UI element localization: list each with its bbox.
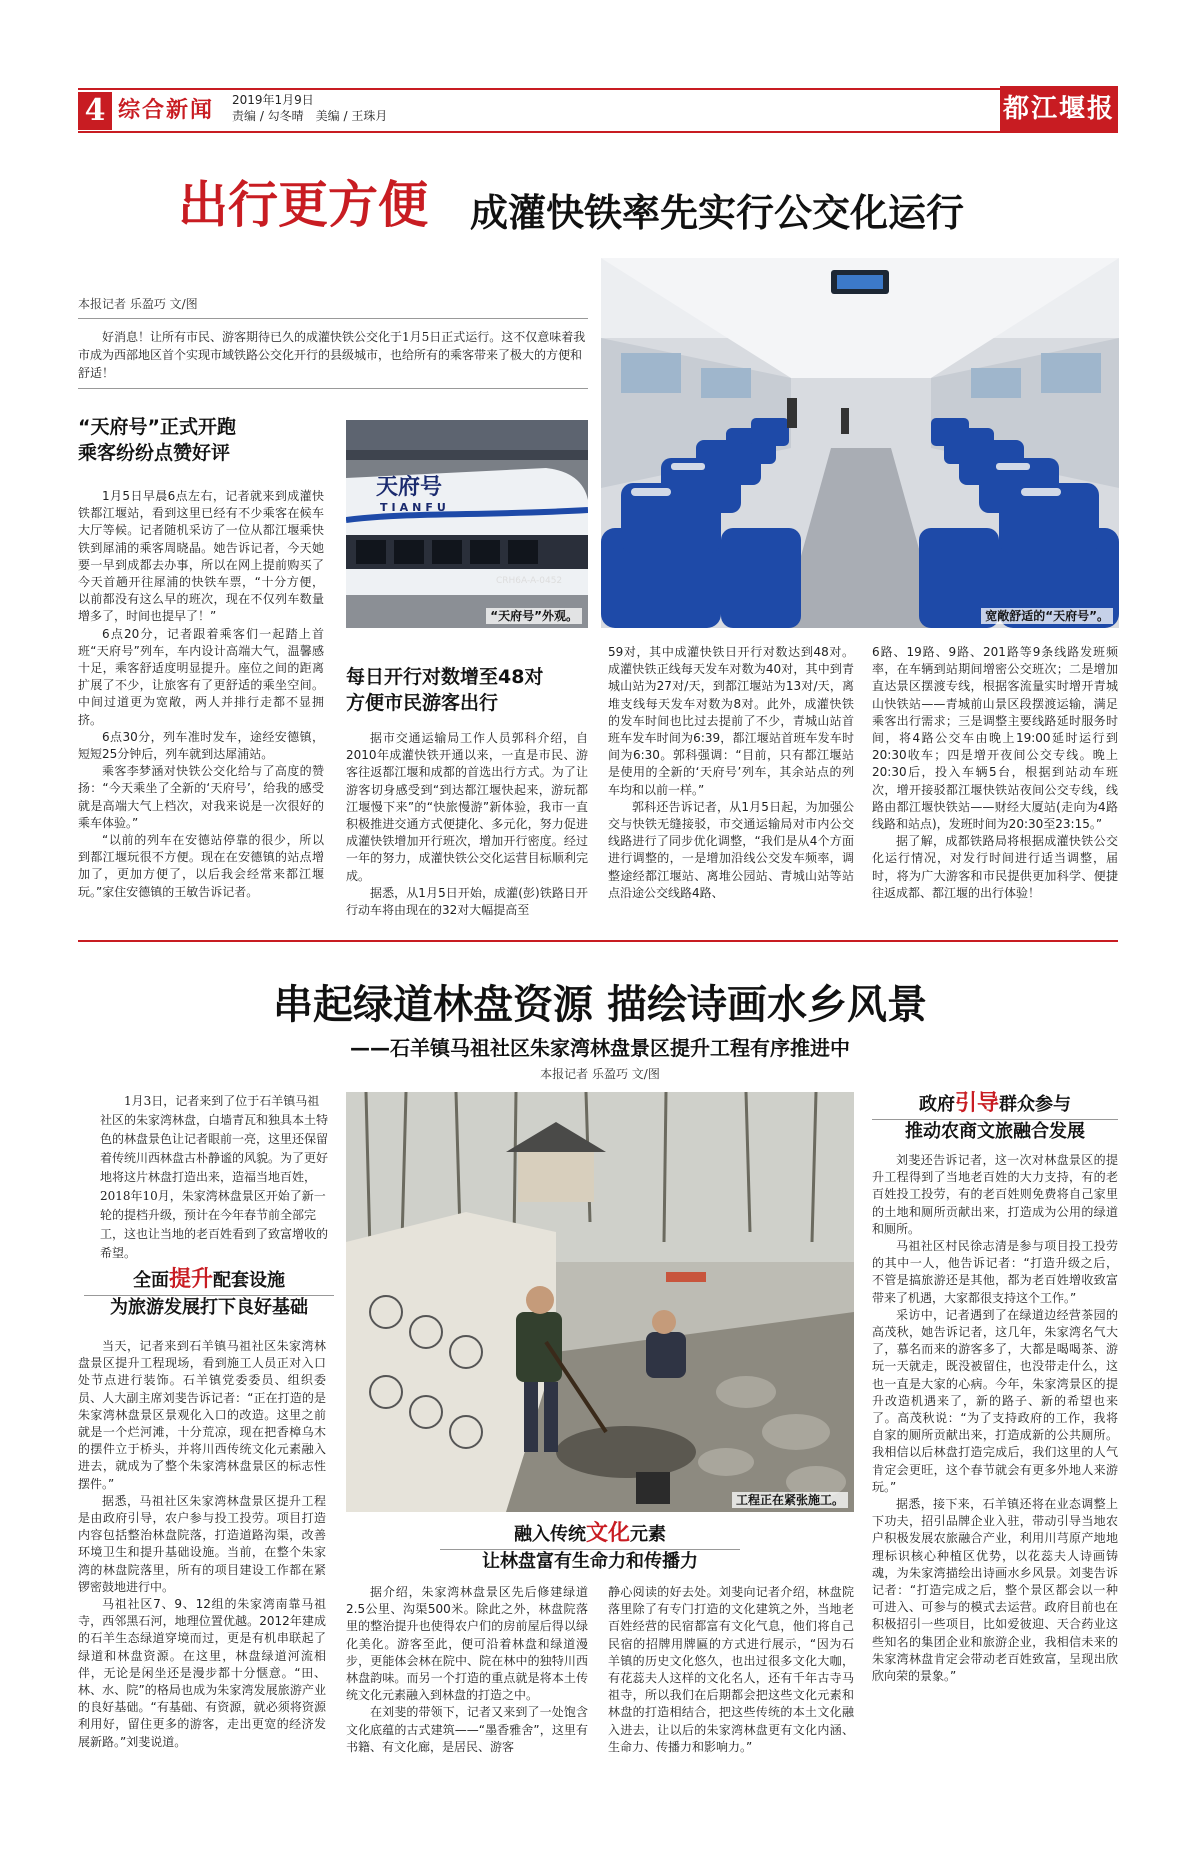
- story2-col2: [346, 1584, 588, 1756]
- story1-subhead-2: [346, 664, 588, 716]
- paragraph: 59对，其中成灌快铁日开行对数达到48对。成灌快铁正线每天发车对数为40对，其中到青城山站为27对/天，到都江堰站为13对/天，离堆支线每天发车对数为8对。此外，成灌快铁的发车时间也比过去提前了不少，青城山站首班车发车时间为6:39，都江堰站首班车发车时间为6:30。郭科强调：“目前，只有都江堰站是使用的全新的‘天府号’列车，其余站点的列车均和以前一样。”: [608, 645, 854, 797]
- story1-title-black: 成灌快铁率先实行公交化运行: [470, 190, 965, 235]
- story2-subhead-2: [440, 1522, 740, 1574]
- story2-col3: [608, 1584, 854, 1756]
- subhead-line: 乘客纷纷点赞好评: [78, 442, 231, 464]
- train-exterior-illustration: [346, 420, 588, 628]
- photo-caption: “天府号”外观。: [486, 608, 582, 624]
- header-top-rule: [78, 88, 1118, 90]
- paragraph: “以前的列车在安德站停靠的很少，所以到都江堰玩很不方便。现在在安德镇的站点增加了，更加方便了，以后我会经常来都江堰玩。”家住安德镇的王敏告诉记者。: [78, 833, 324, 899]
- story1-subhead-1: [78, 414, 328, 466]
- paragraph: 据悉，接下来，石羊镇还将在业态调整上下功夫，招引品牌企业入驻，带动引导当地农户积极发展农旅融合产业，利用川芎原产地地理标识核心种植区优势，以花蕊夫人诗画铸魂，为朱家湾描绘出诗画水乡风景。刘斐告诉记者：“打造完成之后，整个景区都会以一种可进入、可参与的模式去运营。政府目前也在积极招引一些项目，比如爱彼迎、天合药业这些知名的集团企业和旅游企业，我相信未来的朱家湾林盘肯定会带动老百姓致富，呈现出欣欣向荣的景象。”: [872, 1497, 1118, 1684]
- subhead-line: 方便市民游客出行: [346, 692, 499, 714]
- story2-subtitle: ——石羊镇马祖社区朱家湾林盘景区提升工程有序推进中: [350, 1036, 850, 1060]
- paragraph: 刘斐还告诉记者，这一次对林盘景区的提升工程得到了当地老百姓的大力支持，有的老百姓投工投劳，有的老百姓则免费将自己家里的土地和厕所贡献出来，打造成为公用的绿道和厕所。: [872, 1153, 1118, 1236]
- train-exterior-photo: [346, 420, 588, 628]
- subhead-line: 为旅游发展打下良好基础: [84, 1295, 334, 1320]
- story2-col1: [78, 1338, 326, 1751]
- paragraph: 静心阅读的好去处。刘斐向记者介绍，林盘院落里除了有专门打造的文化建筑之外，当地老百姓经营的民宿都富有文化气息，他们将自己民宿的招牌用牌匾的方式进行展示，“因为石羊镇的历史文化悠久，也出过很多文化大咖，有花蕊夫人这样的文化名人，还有千年古寺马祖寺，所以我们在后期都会把这些文化元素和林盘的打造相结合，把这些传统的本土文化融入进去，让以后的朱家湾林盘更有文化内涵、生命力、传播力和影响力。”: [608, 1585, 854, 1754]
- byline-rule: [78, 318, 588, 319]
- paragraph: 乘客李梦涵对快铁公交化给与了高度的赞扬：“今天乘坐了全新的‘天府号’，给我的感受就是高端大气上档次，对我来说是一次很好的乘车体验。”: [78, 764, 324, 830]
- paragraph: 在刘斐的带领下，记者又来到了一处饱含文化底蕴的古式建筑——“墨香雅舍”，这里有书籍、有文化廊，是居民、游客: [346, 1705, 588, 1754]
- subhead-text: 群众参与: [999, 1094, 1071, 1115]
- header-rule: [78, 131, 1118, 133]
- story1-col2: [346, 730, 588, 919]
- photo-caption: 宽敞舒适的“天府号”。: [981, 608, 1113, 624]
- subhead-line: 推动农商文旅融合发展: [872, 1119, 1118, 1144]
- paragraph: 据介绍，朱家湾林盘景区先后修建绿道2.5公里、沟渠500米。除此之外，林盘院落里的整治提升也使得农户们的房前屋后得以绿化美化。游客至此，便可沿着林盘和绿道漫步，更能体会林在院中、院在林中的独特川西林盘韵味。而另一个打造的重点就是将本土传统文化元素融入到林盘的打造之中。: [346, 1585, 588, 1703]
- subhead-line: “天府号”正式开跑: [78, 416, 236, 438]
- construction-photo: [346, 1092, 854, 1512]
- story1-col4: [872, 644, 1118, 902]
- train-number: CRH6A-A-0452: [496, 576, 563, 586]
- subhead-text: 配套设施: [213, 1270, 285, 1291]
- construction-illustration: [346, 1092, 854, 1512]
- issue-date: 2019年1月9日: [232, 93, 314, 107]
- header-meta: [232, 92, 387, 124]
- story2-byline: 本报记者 乐盈巧 文/图: [540, 1067, 660, 1081]
- subhead-line: 让林盘富有生命力和传播力: [440, 1549, 740, 1574]
- story2-intro: 1月3日，记者来到了位于石羊镇马祖社区的朱家湾林盘，白墙青瓦和独具本土特色的林盘景色让记者眼前一亮，这里还保留着传统川西林盘古朴静谧的风貌。为了更好地将这片林盘打造出来，造福当地百姓，2018年10月，朱家湾林盘景区开始了新一轮的提档升级，预计在今年春节前全部完工，这也让当地的老百姓看到了致富增收的希望。: [100, 1094, 329, 1260]
- story2-title: 串起绿道林盘资源 描绘诗画水乡风景: [273, 981, 927, 1028]
- paragraph: 郭科还告诉记者，从1月5日起，为加强公交与快铁无缝接驳，市交通运输局对市内公交线路进行了同步优化调整，“我们是从4个方面进行调整的，一是增加沿线公交发车频率，调整途经都江堰站、离堆公园站、青城山站等站点沿途公交线路4路、: [608, 799, 854, 900]
- story1-col1: [78, 488, 324, 901]
- subhead-line: [872, 1092, 1118, 1117]
- story1-title-red: 出行更方便: [178, 175, 428, 234]
- newspaper-logo: 都江堰报: [1000, 86, 1118, 132]
- paragraph: 1月5日早晨6点左右，记者就来到成灌快铁都江堰站，看到这里已经有不少乘客在候车大厅等候。记者随机采访了一位从都江堰乘快铁到犀浦的乘客周晓晶。她告诉记者，今天她要一早到成都去办事，所以在网上提前购买了今天首趟开往犀浦的快铁车票，“十分方便，以前都没有这么早的班次，现在不仅列车数量增多了，时间也提早了！”: [78, 489, 324, 624]
- story1-col3: [608, 644, 854, 902]
- subhead-text: 元素: [630, 1524, 666, 1545]
- paragraph: 当天，记者来到石羊镇马祖社区朱家湾林盘景区提升工程现场，看到施工人员正对入口处节点进行装饰。石羊镇党委委员、组织委员、人大副主席刘斐告诉记者：“正在打造的是朱家湾林盘景区景观化入口的改造。这里之前就是一个烂河滩，十分荒凉，现在把香樟乌木的摆件立于桥头，并将川西传统文化元素融入进去，就成为了整个朱家湾林盘景区的标志性摆件。”: [78, 1339, 326, 1491]
- paragraph: 6点30分，列车准时发车，途经安德镇，短短25分钟后，列车就到达犀浦站。: [78, 729, 324, 762]
- story2-subhead-1: [84, 1268, 334, 1320]
- train-logo-en: TIANFU: [380, 501, 450, 514]
- story2-col4: [872, 1152, 1118, 1685]
- story1-byline: 本报记者 乐盈巧 文/图: [78, 297, 198, 311]
- paragraph: 马祖社区7、9、12组的朱家湾南靠马祖寺，西邻黑石河，地理位置优越。2012年建成的石羊生态绿道穿境而过，更是有机串联起了绿道和林盘资源。在这里，林盘绿道河流相伴，无论是闲坐还是漫步都十分惬意。“田、林、水、院”的格局也成为朱家湾发展旅游产业的良好基础。“有基础、有资源，就必须将资源利用好，留住更多的游客，走出更宽的经济发展新路。”刘斐说道。: [78, 1597, 326, 1749]
- story2-side-subhead: [872, 1092, 1118, 1144]
- paragraph: 6路、19路、9路、201路等9条线路发班频率，在车辆到站期间增密公交班次；二是增加直达景区摆渡专线，根据客流量实时增开青城山快铁站——青城前山景区段摆渡运输，满足乘客出行需求；三是调整主要线路延时服务时间，将4路公交车由晚上19:00延时运行到20:30收车；四是增开夜间公交专线。晚上20:30后，投入车辆5台，根据到站动车班次，增开接驳都江堰快铁站夜间公交专线，线路由都江堰快铁站——财经大厦站(走向为4路线路和站点)，发班时间为20:30至23:15。”: [872, 645, 1118, 832]
- subhead-highlight: 文化: [585, 1521, 630, 1546]
- subhead-line: [440, 1522, 740, 1547]
- section-name: 综合新闻: [118, 98, 215, 123]
- subhead-line: [84, 1268, 334, 1293]
- editors: 责编 / 勾冬晴 美编 / 王珠月: [232, 109, 388, 123]
- subhead-text: 政府: [918, 1094, 955, 1115]
- subhead-text: 融入传统: [513, 1524, 586, 1545]
- photo-caption: 工程正在紧张施工。: [732, 1492, 848, 1508]
- paragraph: 据市交通运输局工作人员郭科介绍，自2010年成灌快铁开通以来，一直是市民、游客往返都江堰和成都的首选出行方式。为了让游客切身感受到“到达都江堰快起来，游玩都江堰慢下来”的“快旅慢游”新体验，我市一直积极推进交通方式便捷化、多元化，努力促进成灌快铁增加开行班次，增加开行密度。经过一年的努力，成灌快铁公交化运营目标顺利完成。: [346, 731, 588, 883]
- paragraph: 采访中，记者遇到了在绿道边经营茶园的高茂秋，她告诉记者，这几年，朱家湾名气大了，慕名而来的游客多了，大都是喝喝茶、游玩一天就走，既没被留住，也没带走什么，这也一直是大家的心病。今年，朱家湾景区的提升改造机遇来了，新的路子、新的希望也来了。高茂秋说：“为了支持政府的工作，我将自家的厕所贡献出来，打造成新的公共厕所。我相信以后林盘打造完成后，我们这里的人气肯定会更旺，这个春节就会有更多外地人来游玩。”: [872, 1307, 1118, 1494]
- story1-intro: 好消息！让所有市民、游客期待已久的成灌快铁公交化于1月5日正式运行。这不仅意味着我市成为西部地区首个实现市域铁路公交化开行的县级城市，也给所有的乘客带来了极大的方便和舒适！: [78, 330, 586, 380]
- subhead-highlight: 引导: [954, 1091, 999, 1116]
- paragraph: 据悉，马祖社区朱家湾林盘景区提升工程是由政府引导，农户参与投工投劳。项目打造内容包括整治林盘院落，打造道路沟渠，改善环境卫生和提升基础设施。当前，在整个朱家湾的林盘院落里，所有的项目建设工作都在紧锣密鼓地进行中。: [78, 1493, 326, 1594]
- section-divider: [78, 940, 1118, 942]
- subhead-text: 全面: [132, 1270, 169, 1291]
- paragraph: 马祖社区村民徐志清是参与项目投工投劳的其中一人，他告诉记者：“打造升级之后，不管是搞旅游还是其他，都为老百姓增收致富带来了机遇，大家都很支持这个工作。”: [872, 1239, 1118, 1305]
- subhead-highlight: 提升: [168, 1267, 213, 1292]
- train-interior-photo: [601, 258, 1119, 628]
- train-logo-cn: 天府号: [376, 475, 443, 500]
- paragraph: 6点20分，记者跟着乘客们一起踏上首班“天府号”列车，车内设计高端大气，温馨感十足，乘客舒适度明显提升。座位之间的距离扩展了不少，让旅客有了更舒适的乘坐空间。中间过道更为宽敞，两人并排行走都不显拥挤。: [78, 626, 324, 727]
- page-number: 4: [78, 92, 112, 130]
- paragraph: 据悉，从1月5日开始，成灌(彭)铁路日开行动车将由现在的32对大幅提高至: [346, 885, 588, 918]
- train-interior-illustration: [601, 258, 1119, 628]
- paragraph: 据了解，成都铁路局将根据成灌快铁公交化运行情况，对发行时间进行适当调整，届时，将为广大游客和市民提供更加科学、便捷往返成都、都江堰的出行体验！: [872, 834, 1118, 900]
- intro-rule: [78, 388, 588, 389]
- subhead-line: 每日开行对数增至48对: [346, 666, 544, 688]
